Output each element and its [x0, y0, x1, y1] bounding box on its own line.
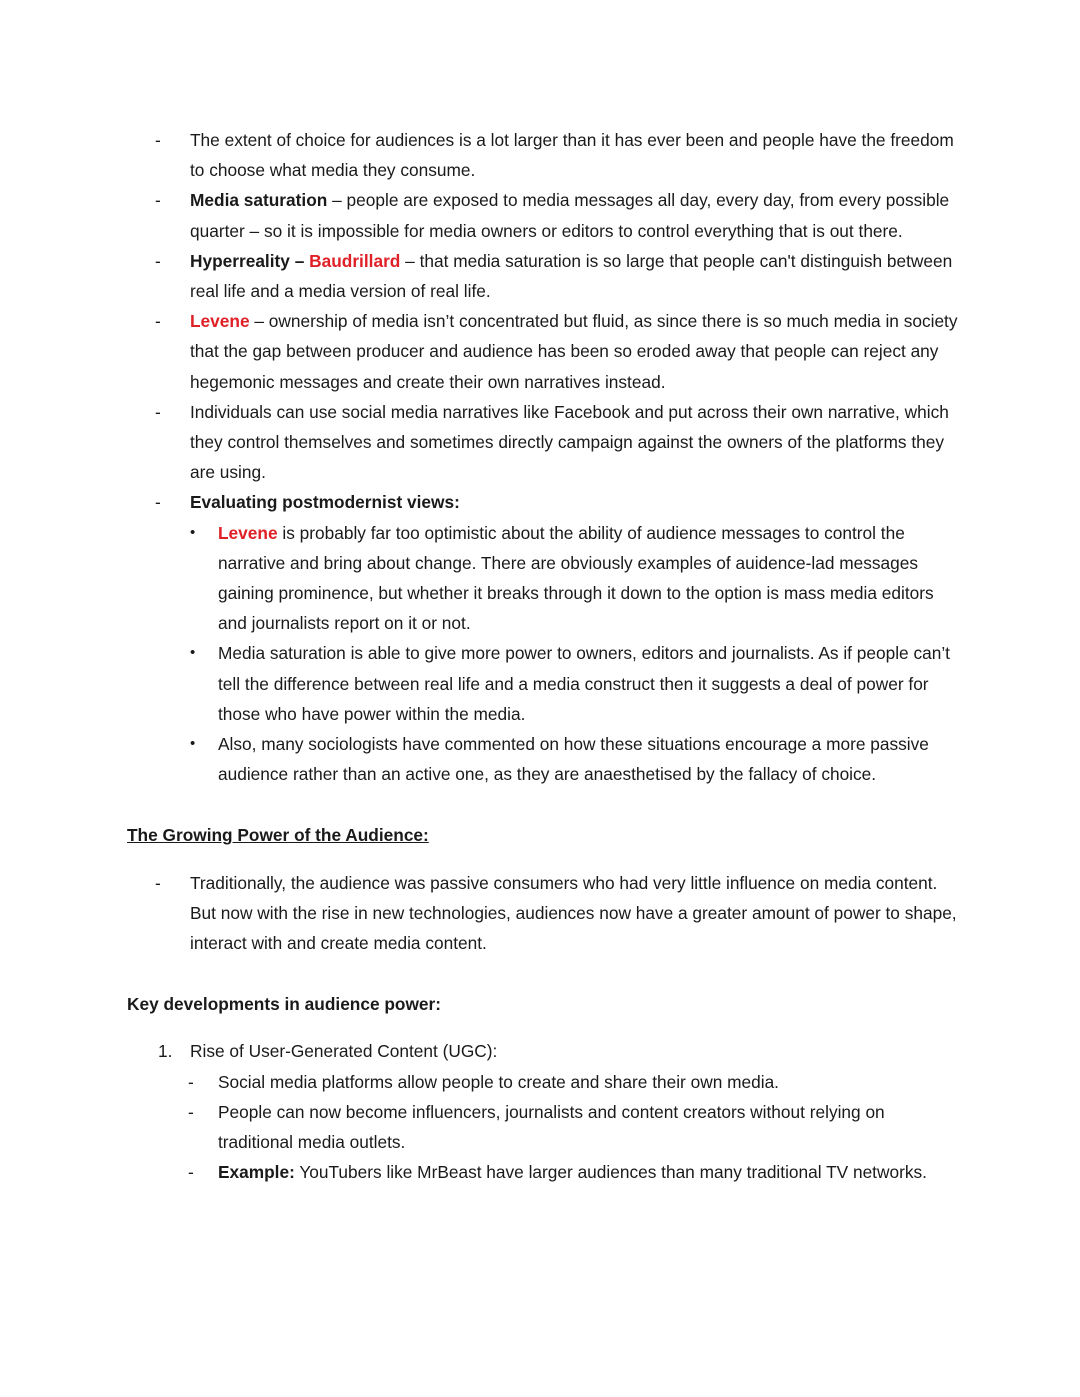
sub-list-item	[127, 1097, 962, 1157]
spacer	[127, 851, 962, 868]
list-item-text	[190, 306, 962, 397]
dash-separator: –	[289, 250, 310, 271]
section-heading-growing-power: The Growing Power of the Audience:	[127, 825, 429, 846]
list-item-text: The extent of choice for audiences is a lot larger than it has ever been and people have the freedom to choose what media they consume.	[190, 130, 954, 181]
bullet-marker: •	[190, 735, 196, 753]
list-item	[127, 246, 962, 306]
list-item	[127, 125, 962, 185]
document-body	[127, 125, 962, 1188]
section-heading-key-developments: Key developments in audience power:	[127, 994, 442, 1015]
list-item-text: Individuals can use social media narratives like Facebook and put across their own narrative, which they control themselves and sometimes directly campaign against the owners of the platforms they are using.	[190, 401, 949, 483]
sub-list-item-text: Also, many sociologists have commented on how these situations encourage a more passive audience rather than an active one, as they are anaesthetised by the fallacy of choice.	[218, 734, 929, 785]
spacer	[127, 789, 962, 820]
dash-marker: -	[188, 1071, 194, 1092]
dash-marker: -	[155, 130, 161, 150]
dash-marker: -	[155, 872, 161, 893]
bold-lead: Example:	[218, 1162, 295, 1183]
list-item-text	[190, 487, 962, 517]
bullet-marker: •	[190, 523, 196, 541]
sub-list-item	[127, 638, 962, 729]
number-marker: 1.	[158, 1041, 173, 1062]
dash-marker: -	[155, 492, 161, 513]
numbered-list-item-text: Rise of User-Generated Content (UGC):	[190, 1041, 498, 1062]
theorist-name-baudrillard: Baudrillard	[309, 250, 401, 271]
sub-list-item-body: YouTubers like MrBeast have larger audiences than many traditional TV networks.	[294, 1162, 927, 1183]
dash-marker: -	[155, 250, 161, 271]
sub-list-item-text	[218, 518, 962, 639]
bold-lead: Media saturation	[190, 190, 328, 211]
theorist-name-levene: Levene	[218, 522, 278, 543]
list-item	[127, 868, 962, 959]
list-item	[127, 306, 962, 397]
list-item-text	[190, 246, 962, 306]
sub-list-item-text	[218, 1157, 962, 1187]
sub-list-item	[127, 1067, 962, 1097]
dash-marker: -	[188, 1162, 194, 1183]
spacer	[127, 1019, 962, 1036]
sub-list-item-text: People can now become influencers, journalists and content creators without relying on traditional media outlets.	[218, 1101, 885, 1153]
list-item	[127, 185, 962, 245]
bold-lead: Evaluating postmodernist views:	[190, 492, 460, 513]
list-item-body: – people are exposed to media messages all day, every day, from every possible quarter – so it is impossible for media owners or editors to control everything that is out there.	[190, 190, 950, 241]
list-item-body: – ownership of media isn’t concentrated but fluid, as since there is so much media in society that the gap between producer and audience has been so eroded away that people can reject any hegemonic messages and create their own narratives instead.	[190, 311, 958, 392]
list-item-text: Traditionally, the audience was passive consumers who had very little influence on media content. But now with the rise in new technologies, audiences now have a greater amount of power to shape, interact with and create media content.	[190, 872, 957, 954]
sub-list-item	[127, 518, 962, 639]
theorist-name-levene: Levene	[190, 311, 250, 332]
dash-marker: -	[155, 311, 161, 332]
bullet-marker: •	[190, 644, 196, 662]
sub-list-item-body: is probably far too optimistic about the ability of audience messages to control the narrative and bring about change. There are obviously examples of auidence-lad messages gaining prominence, but whether it breaks through it down to the option is mass media editors and journalists report on it or not.	[218, 522, 934, 634]
list-item-text	[190, 185, 962, 245]
dash-marker: -	[155, 401, 161, 422]
spacer	[127, 958, 962, 989]
dash-marker: -	[188, 1101, 194, 1122]
numbered-list-item	[127, 1036, 962, 1066]
sub-list-item	[127, 1157, 962, 1187]
dash-marker: -	[155, 190, 161, 211]
sub-list-item-text: Social media platforms allow people to create and share their own media.	[218, 1071, 779, 1092]
sub-list-item	[127, 729, 962, 789]
sub-list-item-text: Media saturation is able to give more power to owners, editors and journalists. As if people can’t tell the difference between real life and a media construct then it suggests a deal of power for those who have power within the media.	[218, 643, 950, 724]
list-item	[127, 397, 962, 488]
bold-lead: Hyperreality	[190, 250, 290, 271]
list-item-body: – that media saturation is so large that people can't distinguish between real life and a media version of real life.	[190, 250, 953, 302]
list-item	[127, 487, 962, 517]
